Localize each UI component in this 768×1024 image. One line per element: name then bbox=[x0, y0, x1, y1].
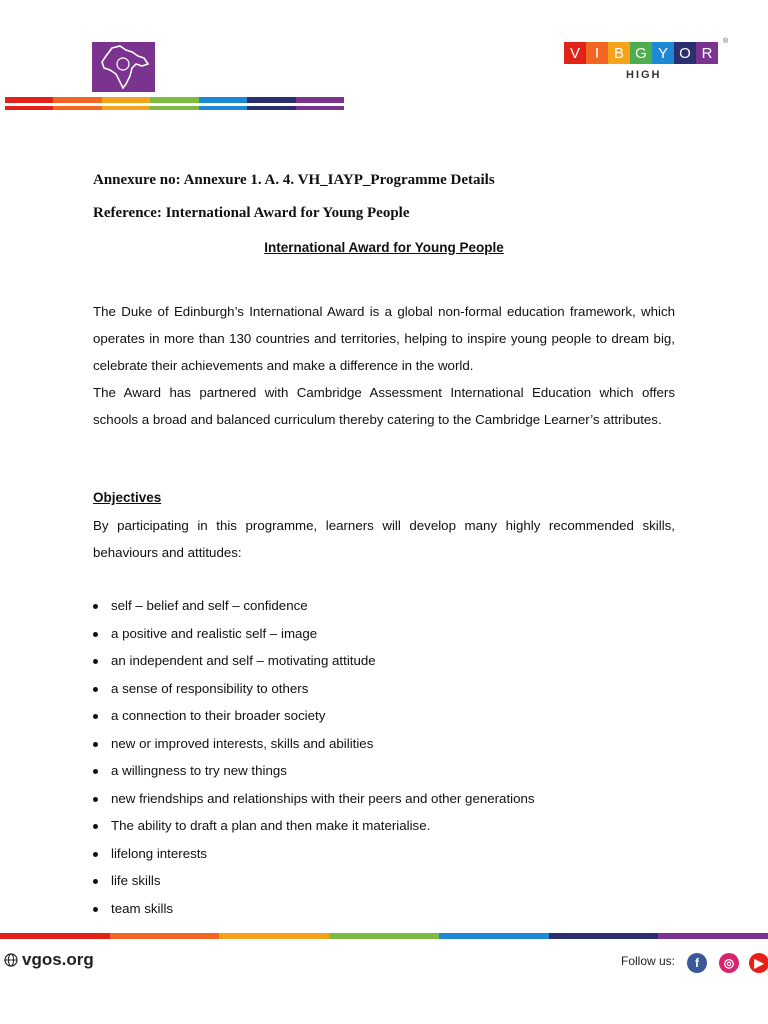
vibgyor-high-logo bbox=[564, 38, 734, 86]
objective-item: The ability to draft a plan and then make it materialise. bbox=[93, 812, 535, 840]
brand-letter: G bbox=[630, 42, 652, 64]
stripe-segment bbox=[658, 933, 768, 939]
brand-letter: B bbox=[608, 42, 630, 64]
stripe-segment bbox=[0, 933, 110, 939]
objective-item: self – belief and self – confidence bbox=[93, 592, 535, 620]
stripe-segment bbox=[549, 933, 659, 939]
brand-subtitle: HIGH bbox=[626, 69, 662, 81]
follow-us-label: Follow us: bbox=[621, 954, 676, 968]
stripe-segment bbox=[150, 97, 198, 103]
stripe-segment bbox=[247, 97, 295, 103]
objective-item: a connection to their broader society bbox=[93, 702, 535, 730]
objective-item: team skills bbox=[93, 895, 535, 923]
stripe-segment bbox=[102, 97, 150, 103]
intro-paragraph: The Duke of Edinburgh’s International Award is a global non-formal education framework, which operates in more than 130 countries and territories, helping to inspire young people to dream big, celebrate their achievements and make a difference in the world. bbox=[93, 304, 675, 373]
reference-line: Reference: International Award for Young People bbox=[93, 205, 410, 221]
objectives-heading: Objectives bbox=[93, 490, 162, 505]
objective-item: new friendships and relationships with their peers and other generations bbox=[93, 785, 535, 813]
stripe-segment bbox=[53, 106, 101, 110]
stripe-segment bbox=[53, 97, 101, 103]
objectives-intro: By participating in this programme, learners will develop many highly recommended skills, behaviours and attitudes: bbox=[93, 518, 675, 560]
stripe-segment bbox=[150, 106, 198, 110]
globe-icon bbox=[4, 953, 18, 967]
stripe-segment bbox=[247, 106, 295, 110]
annexure-line: Annexure no: Annexure 1. A. 4. VH_IAYP_Programme Details bbox=[93, 172, 495, 188]
india-map-logo bbox=[92, 42, 155, 92]
stripe-segment bbox=[102, 106, 150, 110]
stripe-segment bbox=[296, 106, 344, 110]
stripe-segment bbox=[219, 933, 329, 939]
stripe-segment bbox=[439, 933, 549, 939]
trademark-mark: ® bbox=[723, 38, 729, 45]
stripe-segment bbox=[296, 97, 344, 103]
top-color-stripe-lower bbox=[5, 106, 344, 110]
stripe-segment bbox=[329, 933, 439, 939]
stripe-segment bbox=[110, 933, 220, 939]
instagram-icon[interactable]: ◎ bbox=[719, 953, 739, 973]
objective-item: lifelong interests bbox=[93, 840, 535, 868]
brand-letter: I bbox=[586, 42, 608, 64]
stripe-segment bbox=[199, 97, 247, 103]
brand-letter: R bbox=[696, 42, 718, 64]
objective-item: a willingness to try new things bbox=[93, 757, 535, 785]
brand-letter: V bbox=[564, 42, 586, 64]
objective-item: a positive and realistic self – image bbox=[93, 620, 535, 648]
india-map-icon bbox=[92, 42, 155, 92]
brand-letter: O bbox=[674, 42, 696, 64]
objectives-list bbox=[93, 592, 535, 922]
stripe-segment bbox=[5, 97, 53, 103]
stripe-segment bbox=[5, 106, 53, 110]
objective-item: an independent and self – motivating attitude bbox=[93, 647, 535, 675]
facebook-icon[interactable]: f bbox=[687, 953, 707, 973]
footer-color-stripe bbox=[0, 933, 768, 939]
website-text[interactable]: vgos.org bbox=[22, 950, 94, 969]
objective-item: new or improved interests, skills and abilities bbox=[93, 730, 535, 758]
page-title: International Award for Young People bbox=[264, 240, 504, 255]
website-link[interactable] bbox=[4, 950, 94, 970]
partnership-paragraph: The Award has partnered with Cambridge Assessment International Education which offers schools a broad and balanced curriculum thereby catering to the Cambridge Learner’s attributes. bbox=[93, 385, 675, 427]
objective-item: a sense of responsibility to others bbox=[93, 675, 535, 703]
youtube-icon[interactable]: ▶ bbox=[749, 953, 768, 973]
brand-letter: Y bbox=[652, 42, 674, 64]
stripe-segment bbox=[199, 106, 247, 110]
objective-item: life skills bbox=[93, 867, 535, 895]
top-color-stripe bbox=[5, 97, 344, 103]
